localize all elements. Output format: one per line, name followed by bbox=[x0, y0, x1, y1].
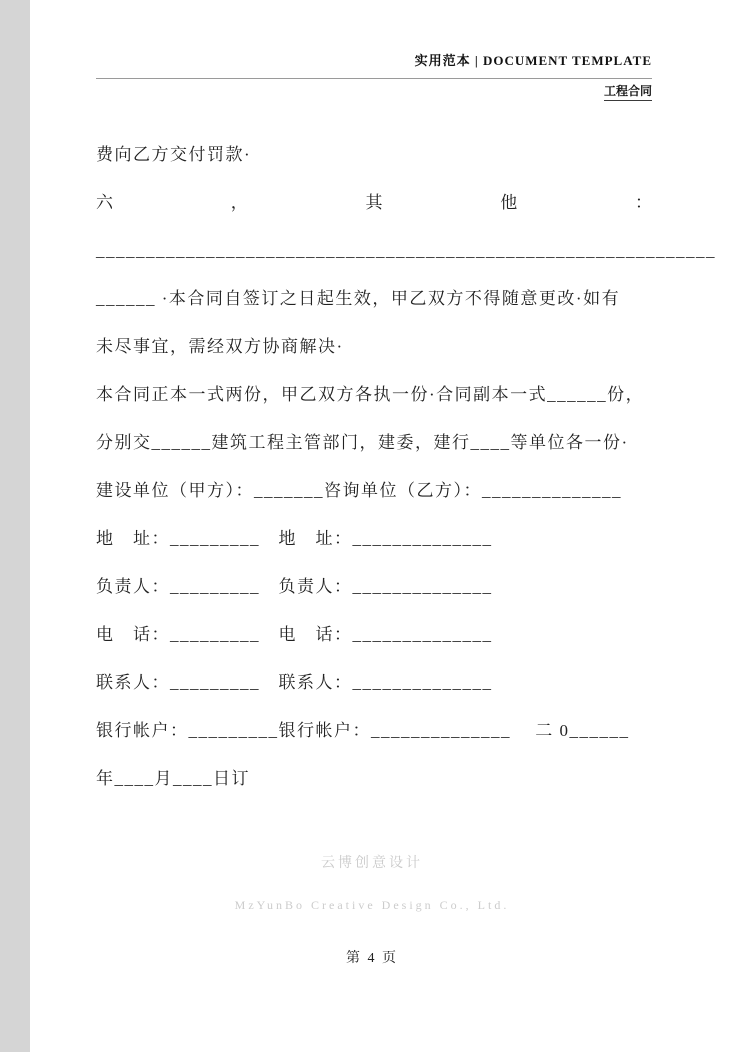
header-divider bbox=[96, 78, 652, 79]
paragraph-line: 费向乙方交付罚款· bbox=[96, 145, 252, 164]
paragraph-line: 未尽事宜，需经双方协商解决· bbox=[96, 337, 344, 356]
paragraph-line: 电 话：_________ 电 话：______________ bbox=[96, 625, 493, 644]
paragraph-line: 本合同正本一式两份，甲乙双方各执一份·合同副本一式______份， bbox=[96, 385, 645, 404]
paragraph-line: 负责人：_________ 负责人：______________ bbox=[96, 577, 493, 596]
document-body bbox=[96, 131, 716, 803]
spread-char: 他 bbox=[500, 193, 518, 212]
spread-char: 六 bbox=[96, 193, 113, 212]
spread-clause-line bbox=[96, 179, 652, 227]
paragraph-line: 建设单位（甲方）：_______咨询单位（乙方）：______________ bbox=[96, 481, 622, 500]
paragraph-line: ______________________________________________________________ bbox=[96, 241, 716, 260]
page-header bbox=[96, 0, 652, 101]
document-page bbox=[96, 0, 716, 803]
watermark-english: MzYunBo Creative Design Co., Ltd. bbox=[234, 898, 510, 912]
paragraph-line: 银行帐户：_________银行帐户：______________ 二 0______ bbox=[96, 721, 630, 740]
page-footer bbox=[0, 852, 744, 967]
paragraph-line: ______ ·本合同自签订之日起生效，甲乙双方不得随意更改·如有 bbox=[96, 289, 621, 308]
paragraph-line: 年____月____日订 bbox=[96, 769, 250, 788]
watermark-chinese: 云博创意设计 bbox=[321, 856, 423, 871]
paragraph-line: 联系人：_________ 联系人：______________ bbox=[96, 673, 493, 692]
spread-char: ： bbox=[635, 193, 652, 212]
paragraph-line: 分别交______建筑工程主管部门，建委，建行____等单位各一份· bbox=[96, 433, 629, 452]
spread-char: 其 bbox=[365, 193, 383, 212]
paragraph-line: 地 址：_________ 地 址：______________ bbox=[96, 529, 493, 548]
spread-char: ， bbox=[230, 193, 248, 212]
doc-type-wrap bbox=[96, 82, 652, 101]
header-brand-text: 实用范本 | DOCUMENT TEMPLATE bbox=[414, 53, 652, 68]
doc-type-label: 工程合同 bbox=[604, 82, 652, 101]
page-number: 第 4 页 bbox=[346, 951, 398, 966]
